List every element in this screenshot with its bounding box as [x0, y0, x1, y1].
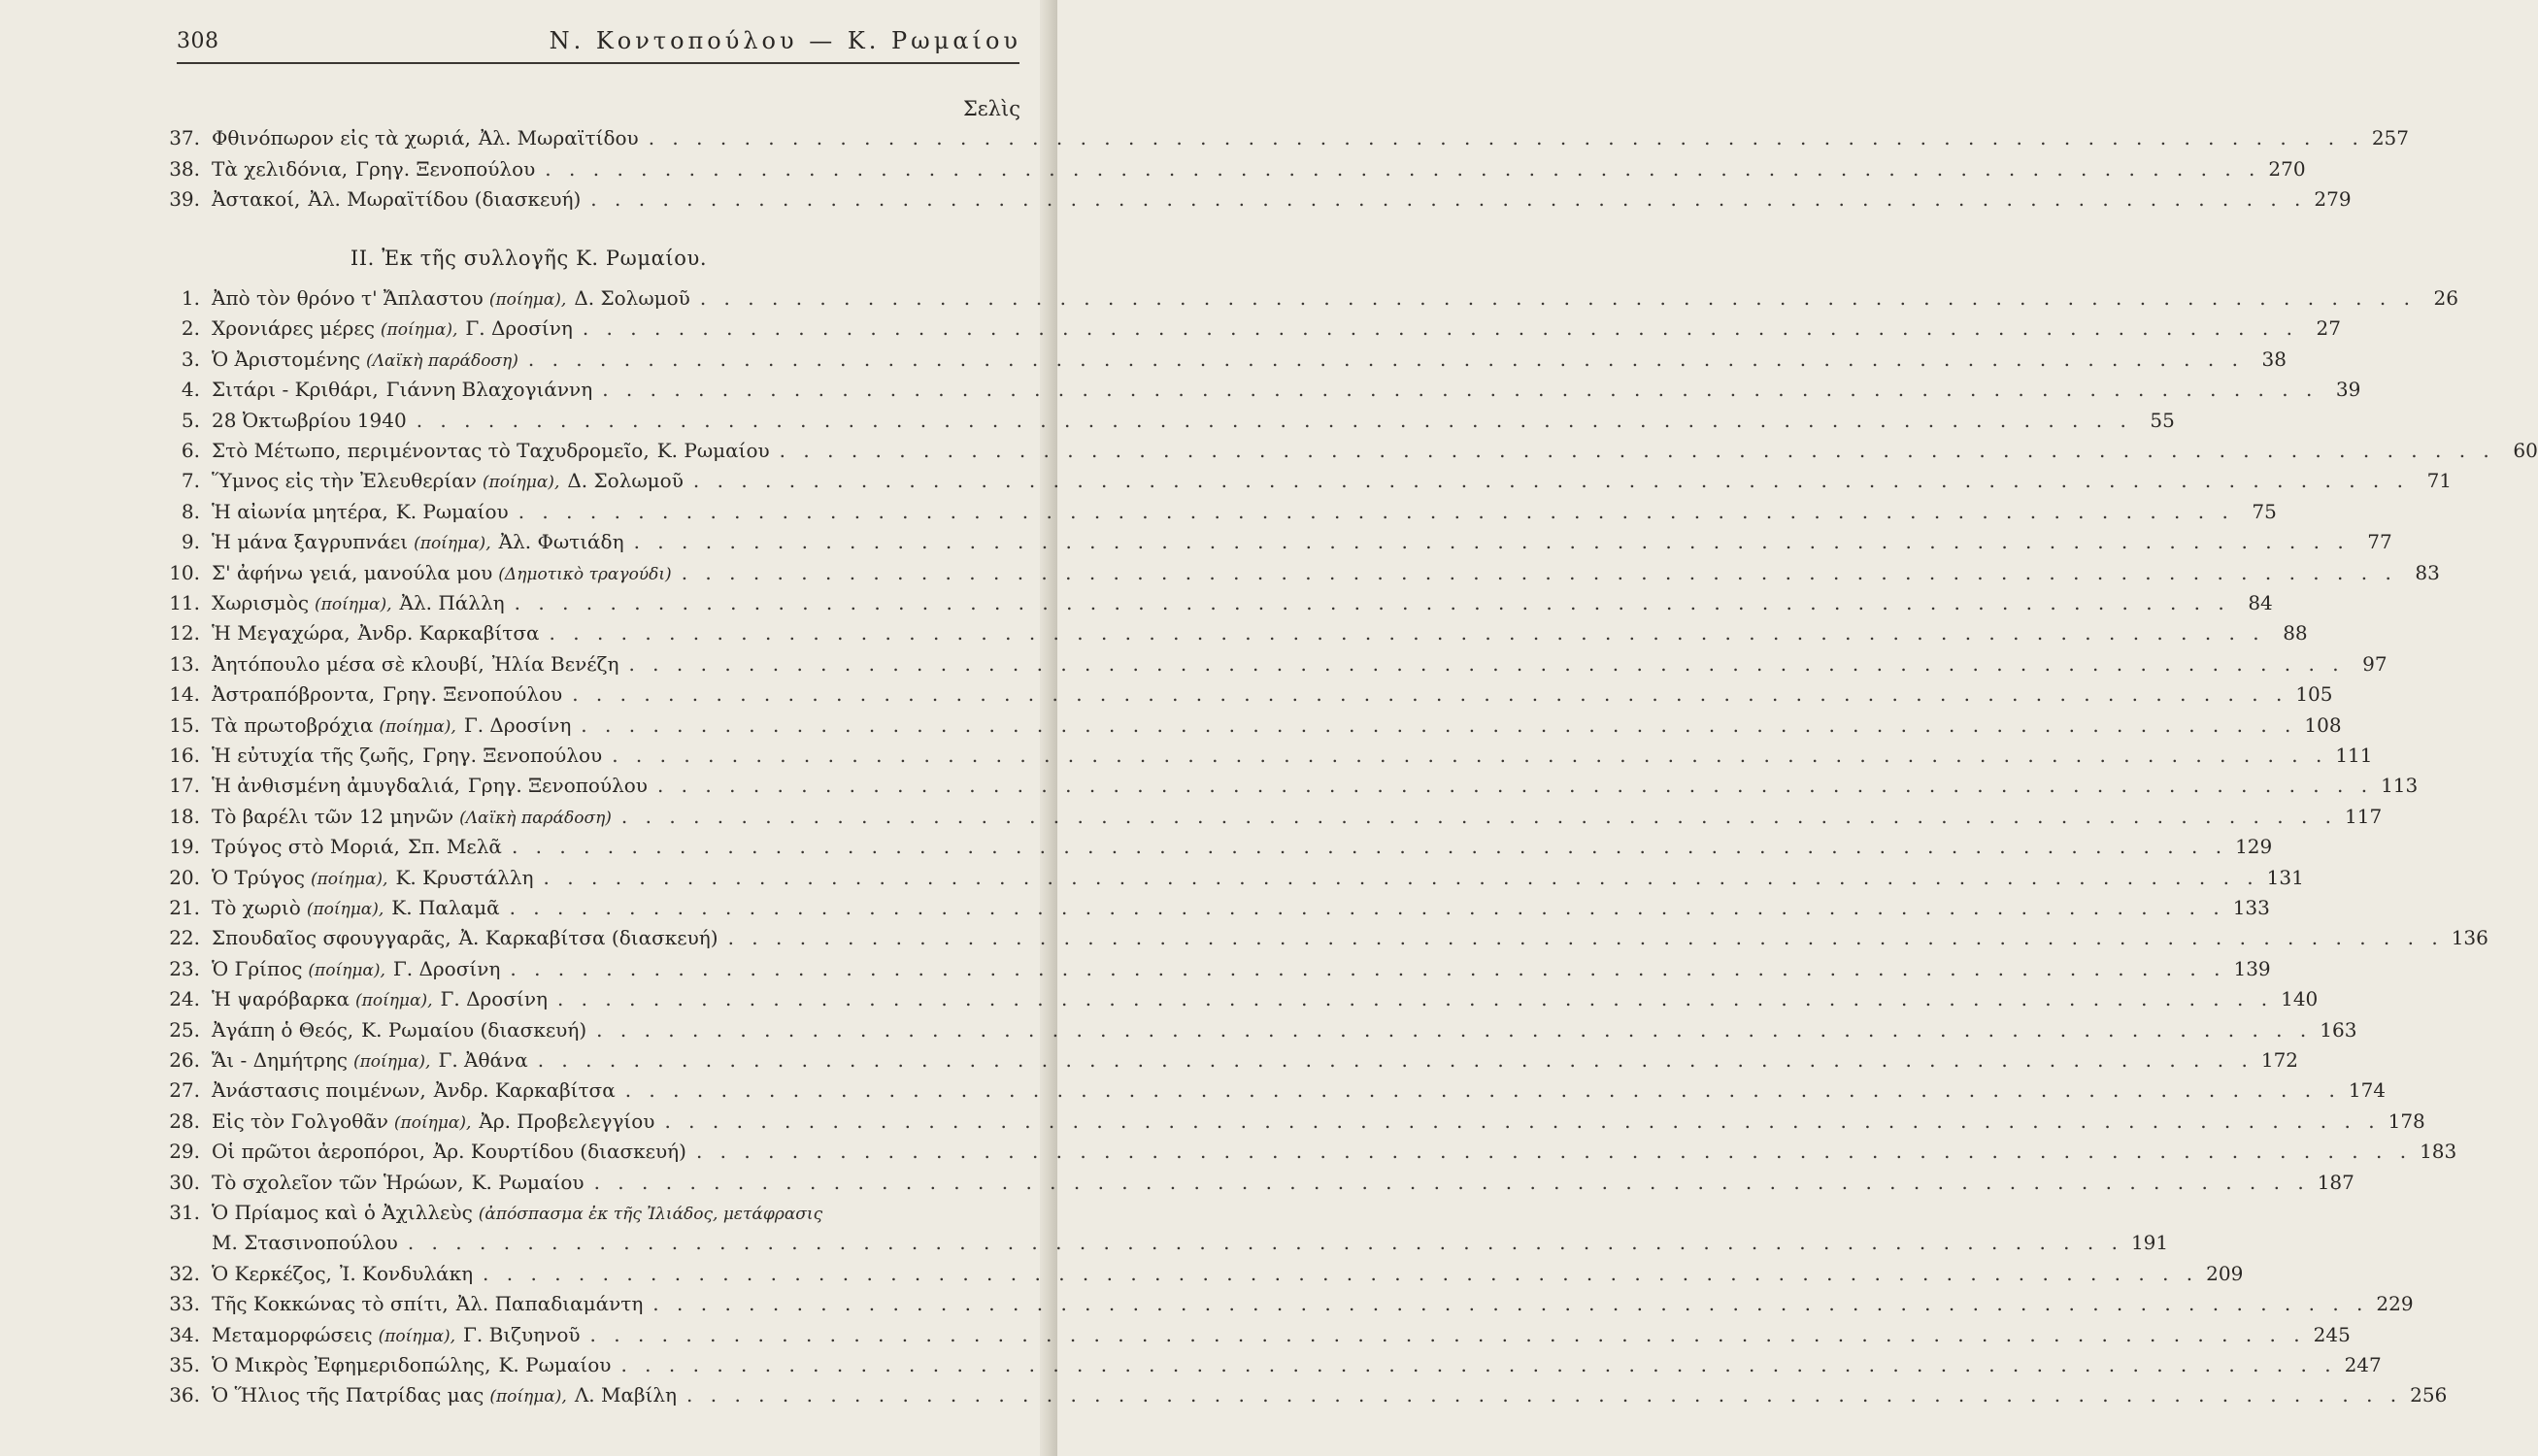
entry-note: (Δημοτικὸ τραγούδι): [498, 564, 672, 584]
entry-number: 39.: [169, 187, 200, 211]
entry-text: [212, 184, 2352, 214]
entry-text: [212, 1320, 2351, 1351]
entry-number: 24.: [169, 987, 200, 1011]
entry-title: Ὁ Ἀριστομένης: [212, 347, 361, 371]
entry-note: (ποίημα),: [482, 473, 560, 493]
running-title: Ν. Κοντοπούλου — Κ. Ρωμαίου: [549, 27, 1021, 54]
entry-number: 33.: [169, 1292, 200, 1316]
dot-leader: . . . . . . . . . . . . . . . . . . . . . . . . . . . . . . . . . . . . . . . . . . . . . . . . . . . . . . . . . . . . . . . . . . . . . . . .: [695, 1140, 2413, 1164]
entry-title: Ἀπὸ τὸν θρόνο τ' Ἄπλαστου: [212, 286, 484, 310]
dot-leader: . . . . . . . . . . . . . . . . . . . . . . . . . . . . . . . . . . . . . . . . . . . . . . . . . . . . . . . . . . . . . . . . . . . . . . . .: [511, 835, 2228, 859]
entry-page-number: 117: [2345, 804, 2383, 828]
dot-leader: . . . . . . . . . . . . . . . . . . . . . . . . . . . . . . . . . . . . . . . . . . . . . . . . . . . . . . . . . . . . . . . . . . . . . . . .: [648, 126, 2364, 149]
toc-entry: [167, 1259, 2244, 1288]
entry-text: [212, 345, 2287, 376]
entry-text: [212, 588, 2273, 619]
entry-page-number: 163: [2320, 1017, 2357, 1042]
entry-author: Γ. Βιζυηνοῦ: [463, 1322, 581, 1346]
entry-page-number: 178: [2388, 1109, 2425, 1133]
entry-note: (ποίημα),: [380, 320, 458, 341]
toc-entry: [167, 893, 2270, 922]
toc-entry: [167, 802, 2383, 831]
entry-title: Τῆς Κοκκώνας τὸ σπίτι,: [212, 1292, 449, 1316]
toc-entry: [167, 123, 2410, 152]
entry-note: (ποίημα),: [379, 716, 456, 737]
dot-leader: . . . . . . . . . . . . . . . . . . . . . . . . . . . . . . . . . . . . . . . . . . . . . . . . . . . . . . . . . . . . . . . . . . . . . . . .: [664, 1109, 2381, 1133]
dot-leader: . . . . . . . . . . . . . . . . . . . . . . . . . . . . . . . . . . . . . . . . . . . . . . . . . . . . . . . . . . . . . . . . . . . . . . . .: [537, 1048, 2254, 1072]
toc-entry: [167, 1045, 2299, 1075]
toc-entry: [167, 923, 2488, 952]
entry-text: [212, 649, 2388, 678]
entry-number: 10.: [169, 560, 200, 584]
entry-note: (ποίημα),: [488, 290, 567, 310]
entry-text: [212, 314, 2341, 345]
entry-number: 31.: [169, 1201, 200, 1224]
entry-text: [212, 771, 2419, 800]
entry-note: (ποίημα),: [378, 1326, 456, 1346]
toc-entry: [167, 1320, 2351, 1349]
entry-page-number: 191: [2130, 1231, 2169, 1255]
entry-number: 19.: [169, 835, 200, 859]
entry-text: [212, 558, 2440, 589]
dot-leader: . . . . . . . . . . . . . . . . . . . . . . . . . . . . . . . . . . . . . . . . . . . . . . . . . . . . . . . . . . . . . . . . . . . . . . . .: [612, 744, 2328, 767]
entry-author: Κ. Ρωμαίου: [471, 1170, 584, 1194]
entry-author: Ἀ. Καρκαβίτσα (διασκευή): [458, 926, 718, 950]
entry-page-number: 133: [2232, 896, 2270, 919]
entry-page-number: 209: [2206, 1261, 2244, 1285]
entry-page-number: 77: [2367, 530, 2392, 554]
entry-number: 20.: [169, 865, 200, 889]
dot-leader: . . . . . . . . . . . . . . . . . . . . . . . . . . . . . . . . . . . . . . . . . . . . . . . . . . . . . . . . . . . . . . . . . . . . . . . .: [509, 896, 2225, 919]
entry-author: Γ. Ἀθάνα: [438, 1048, 528, 1072]
toc-entry: [167, 954, 2271, 983]
entry-page-number: 55: [2150, 408, 2175, 432]
entry-page-number: 270: [2268, 156, 2306, 181]
entry-text: [212, 679, 2333, 709]
entry-number: 15.: [169, 712, 200, 737]
entry-author: Γ. Δροσίνη: [440, 987, 548, 1011]
dot-leader: . . . . . . . . . . . . . . . . . . . . . . . . . . . . . . . . . . . . . . . . . . . . . . . . . . . . . . . . . . . . . . . . . . . . . . . .: [620, 1353, 2337, 1376]
entry-text: [212, 283, 2458, 314]
entry-title: Τὸ σχολεῖον τῶν Ἡρώων,: [212, 1170, 464, 1194]
entry-page-number: 247: [2344, 1353, 2382, 1376]
entry-number: 17.: [169, 774, 200, 798]
toc-entry: [167, 527, 2392, 556]
toc-entry: [167, 466, 2453, 495]
toc-entry: [167, 618, 2308, 647]
dot-leader: . . . . . . . . . . . . . . . . . . . . . . . . . . . . . . . . . . . . . . . . . . . . . . . . . . . . . . . . . . . . . . . . . . . . . . . .: [652, 1292, 2369, 1316]
entry-page-number: 183: [2420, 1140, 2457, 1164]
dot-leader: . . . . . . . . . . . . . . . . . . . . . . . . . . . . . . . . . . . . . . . . . . . . . . . . . . . . . . . . . . . . . . . . . . . . . . . .: [589, 1322, 2306, 1346]
page-header: [177, 25, 1021, 64]
dot-leader: . . . . . . . . . . . . . . . . . . . . . . . . . . . . . . . . . . . . . . . . . . . . . . . . . . . . . . . . . . . . . . . . . . . . . . . .: [549, 621, 2265, 645]
entry-title: Ἡ Μεγαχώρα,: [212, 621, 351, 645]
dot-leader: . . . . . . . . . . . . . . . . . . . . . . . . . . . . . . . . . . . . . . . . . . . . . . . . . . . . . . . . . . . . . . . . . . . . . . . .: [620, 804, 2338, 828]
entry-author: Δ. Σολωμοῦ: [567, 469, 684, 493]
entry-page-number: 131: [2266, 865, 2304, 889]
entry-number: 3.: [181, 347, 200, 371]
entry-title: Ὁ Ἥλιος τῆς Πατρίδας μας: [212, 1383, 484, 1407]
entry-title: Χρονιάρες μέρες: [212, 316, 375, 341]
entry-title: Ἀνάστασις ποιμένων,: [212, 1078, 426, 1103]
toc-entry: [167, 741, 2373, 770]
entry-number: 12.: [169, 621, 200, 645]
header-rule: [177, 62, 1019, 64]
entry-title: Ἡ εὐτυχία τῆς ζωῆς,: [212, 744, 416, 767]
entry-page-number: 84: [2248, 591, 2273, 614]
toc-entry: [167, 1168, 2354, 1197]
entry-page-number: 129: [2235, 835, 2273, 859]
dot-leader: . . . . . . . . . . . . . . . . . . . . . . . . . . . . . . . . . . . . . . . . . . . . . . . . . . . . . . . . . . . . . . . . . . . . . . . .: [582, 316, 2298, 341]
toc-entry: [167, 406, 2175, 435]
entry-text: [212, 497, 2277, 526]
entry-page-number: 172: [2260, 1048, 2299, 1072]
entry-title: Ὁ Πρίαμος καὶ ὁ Ἀχιλλεὺς: [212, 1201, 473, 1224]
entry-number: 8.: [181, 499, 200, 523]
toc-entry: [167, 154, 2306, 183]
toc-entry: [167, 283, 2458, 313]
toc-entry: [167, 588, 2273, 617]
entry-text: [212, 832, 2273, 861]
entry-number: 35.: [169, 1353, 200, 1376]
entry-note: (ἀπόσπασμα ἐκ τῆς Ἰλιάδος, μετάφρασις: [478, 1205, 823, 1224]
entry-text: [212, 466, 2453, 497]
entry-number: 13.: [169, 651, 200, 676]
entry-page-number: 88: [2283, 621, 2308, 645]
entry-title: Τὰ χελιδόνια,: [212, 156, 349, 181]
toc-entry: [167, 345, 2287, 374]
entry-title: Ἅι - Δημήτρης: [212, 1048, 348, 1072]
entry-text: [212, 711, 2342, 742]
entry-page-number: 39: [2335, 378, 2361, 402]
dot-leader: . . . . . . . . . . . . . . . . . . . . . . . . . . . . . . . . . . . . . . . . . . . . . . . . . . . . . . . . . . . . . . . . . . . . . . . .: [581, 712, 2297, 737]
dot-leader: . . . . . . . . . . . . . . . . . . . . . . . . . . . . . . . . . . . . . . . . . . . . . . . . . . . . . . . . . . . . . . . . . . . . . . . .: [686, 1383, 2403, 1407]
entry-text: [212, 1075, 2387, 1105]
entry-author: Ἀνδρ. Καρκαβίτσα: [357, 621, 540, 645]
entry-number: 6.: [181, 439, 200, 462]
entry-title: Ἡ αἰωνία μητέρα,: [212, 499, 388, 523]
entry-title: Ἀητόπουλο μέσα σὲ κλουβί,: [212, 651, 484, 676]
entry-page-number: 111: [2335, 744, 2373, 767]
entry-note: (ποίημα),: [315, 595, 392, 614]
entry-text: [212, 436, 2538, 465]
toc-entry: [167, 1015, 2357, 1044]
entry-number: 37.: [169, 126, 200, 149]
entry-text: [212, 1107, 2425, 1138]
entry-number: 5.: [181, 408, 200, 432]
dot-leader: . . . . . . . . . . . . . . . . . . . . . . . . . . . . . . . . . . . . . . . . . . . . . . . . . . . . . . . . . . . . . . . . . . . . . . . .: [407, 1231, 2123, 1255]
entry-number: 26.: [169, 1048, 200, 1072]
entry-title: Ὁ Μικρὸς Ἐφημεριδοπώλης,: [212, 1353, 491, 1376]
entry-author: Σπ. Μελᾶ: [407, 835, 502, 859]
entry-title: Τὸ χωριὸ: [212, 896, 301, 919]
entry-text: [212, 1350, 2382, 1379]
entry-author: Λ. Μαβίλη: [574, 1383, 678, 1407]
entry-number: 23.: [169, 956, 200, 980]
entry-title: Μ. Στασινοπούλου: [212, 1231, 398, 1255]
entry-text: [212, 954, 2271, 985]
entry-note: (ποίημα),: [353, 1052, 431, 1072]
entry-number: 27.: [169, 1078, 200, 1103]
entry-page-number: 105: [2295, 682, 2333, 707]
entry-number: 32.: [169, 1261, 200, 1285]
entry-note: (ποίημα),: [308, 960, 385, 980]
toc-entry: [167, 1228, 2169, 1257]
dot-leader: . . . . . . . . . . . . . . . . . . . . . . . . . . . . . . . . . . . . . . . . . . . . . . . . . . . . . . . . . . . . . . . . . . . . . . . .: [602, 378, 2319, 402]
entry-author: Ἀνδρ. Καρκαβίτσα: [433, 1078, 616, 1103]
entry-title: Μεταμορφώσεις: [212, 1322, 373, 1346]
entry-title: Χωρισμὸς: [212, 591, 310, 614]
entry-number: 22.: [169, 926, 200, 950]
entry-text: [212, 802, 2383, 833]
entry-text: [212, 1380, 2448, 1411]
entry-author: Ἀλ. Φωτιάδη: [498, 530, 624, 554]
entry-text: [212, 527, 2392, 558]
toc-entry: [167, 558, 2440, 587]
entry-page-number: 187: [2317, 1170, 2354, 1194]
entry-author: Κ. Ρωμαίου: [395, 499, 509, 523]
toc-entry: [167, 1350, 2382, 1379]
toc-entry: [167, 649, 2388, 678]
entry-page-number: 27: [2316, 316, 2341, 341]
entry-page-number: 140: [2281, 987, 2319, 1011]
dot-leader: . . . . . . . . . . . . . . . . . . . . . . . . . . . . . . . . . . . . . . . . . . . . . . . . . . . . . . . . . . . . . . . . . . . . . . . .: [527, 347, 2244, 371]
entry-text: [212, 863, 2304, 894]
entry-title: Στὸ Μέτωπο, περιμένοντας τὸ Ταχυδρομεῖο,: [212, 439, 650, 462]
dot-leader: . . . . . . . . . . . . . . . . . . . . . . . . . . . . . . . . . . . . . . . . . . . . . . . . . . . . . . . . . . . . . . . . . . . . . . . .: [590, 187, 2307, 211]
entry-note: (ποίημα),: [355, 991, 433, 1011]
page-number: 308: [177, 29, 219, 53]
dot-leader: . . . . . . . . . . . . . . . . . . . . . . . . . . . . . . . . . . . . . . . . . . . . . . . . . . . . . . . . . . . . . . . . . . . . . . . .: [633, 530, 2350, 554]
entry-note: (ποίημα),: [489, 1387, 567, 1407]
entry-page-number: 279: [2314, 187, 2352, 211]
toc-entry: [167, 497, 2277, 526]
dot-leader: . . . . . . . . . . . . . . . . . . . . . . . . . . . . . . . . . . . . . . . . . . . . . . . . . . . . . . . . . . . . . . . . . . . . . . . .: [779, 439, 2495, 462]
dot-leader: . . . . . . . . . . . . . . . . . . . . . . . . . . . . . . . . . . . . . . . . . . . . . . . . . . . . . . . . . . . . . . . . . . . . . . . .: [692, 469, 2410, 493]
entry-author: Ἠλία Βενέζη: [491, 651, 619, 676]
entry-author: Γρηγ. Ξενοπούλου: [355, 156, 536, 181]
entry-title: Ὁ Γρίπος: [212, 956, 303, 980]
entry-title: Ὕμνος εἰς τὴν Ἐλευθερίαν: [212, 469, 477, 493]
entry-author: Ἀλ. Μωραϊτίδου (διασκευή): [308, 187, 582, 211]
entry-text: [212, 893, 2270, 924]
dot-leader: . . . . . . . . . . . . . . . . . . . . . . . . . . . . . . . . . . . . . . . . . . . . . . . . . . . . . . . . . . . . . . . . . . . . . . . .: [483, 1261, 2199, 1285]
dot-leader: . . . . . . . . . . . . . . . . . . . . . . . . . . . . . . . . . . . . . . . . . . . . . . . . . . . . . . . . . . . . . . . . . . . . . . . .: [545, 156, 2261, 181]
entry-text: [212, 1289, 2414, 1318]
entry-number: 36.: [169, 1383, 200, 1407]
entry-text: [212, 741, 2373, 770]
entry-number: 25.: [169, 1017, 200, 1042]
entry-author: Κ. Παλαμᾶ: [391, 896, 500, 919]
entry-text: [212, 1137, 2457, 1166]
entry-author: Κ. Ρωμαίου (διασκευή): [361, 1017, 587, 1042]
entry-author: Γρηγ. Ξενοπούλου: [467, 774, 648, 798]
toc-entry: [167, 679, 2333, 709]
dot-leader: . . . . . . . . . . . . . . . . . . . . . . . . . . . . . . . . . . . . . . . . . . . . . . . . . . . . . . . . . . . . . . . . . . . . . . . .: [514, 591, 2230, 614]
page-column-header: Σελὶς: [962, 97, 1020, 120]
section-title: II. Ἐκ τῆς συλλογῆς Κ. Ρωμαίου.: [350, 247, 708, 270]
entry-note: (Λαϊκὴ παράδοση): [366, 350, 518, 371]
entry-author: Κ. Ρωμαίου: [498, 1353, 612, 1376]
entry-author: Γιάννη Βλαχογιάννη: [385, 378, 593, 402]
entry-author: Ἀρ. Κουρτίδου (διασκευή): [432, 1140, 686, 1164]
toc-entry: [167, 863, 2304, 892]
toc-entry: [167, 711, 2342, 740]
entry-title: Ἀγάπη ὁ Θεός,: [212, 1017, 354, 1042]
entry-number: 18.: [169, 804, 200, 828]
entry-page-number: 136: [2451, 926, 2488, 950]
dot-leader: . . . . . . . . . . . . . . . . . . . . . . . . . . . . . . . . . . . . . . . . . . . . . . . . . . . . . . . . . . . . . . . . . . . . . . . .: [572, 682, 2288, 707]
toc-entry: [167, 436, 2538, 465]
entry-number: 9.: [181, 530, 200, 554]
entry-title: Ἡ μάνα ξαγρυπνάει: [212, 530, 409, 554]
entry-page-number: 97: [2362, 651, 2388, 676]
entry-page-number: 229: [2376, 1292, 2414, 1316]
entry-title: Φθινόπωρον εἰς τὰ χωριά,: [212, 126, 471, 149]
entry-number: 21.: [169, 896, 200, 919]
entry-title: Ὁ Κερκέζος,: [212, 1261, 332, 1285]
entry-number: 7.: [181, 469, 200, 493]
entry-author: Γ. Δροσίνη: [463, 712, 572, 737]
entry-page-number: 75: [2252, 499, 2277, 523]
dot-leader: . . . . . . . . . . . . . . . . . . . . . . . . . . . . . . . . . . . . . . . . . . . . . . . . . . . . . . . . . . . . . . . . . . . . . . . .: [656, 774, 2374, 798]
entry-number: 16.: [169, 744, 200, 767]
entry-text: [212, 984, 2319, 1015]
entry-title: Ἡ ψαρόβαρκα: [212, 987, 351, 1011]
dot-leader: . . . . . . . . . . . . . . . . . . . . . . . . . . . . . . . . . . . . . . . . . . . . . . . . . . . . . . . . . . . . . . . . . . . . . . . .: [681, 560, 2397, 584]
entry-title: Σ' ἀφήνω γειά, μανούλα μου: [212, 560, 493, 584]
dot-leader: . . . . . . . . . . . . . . . . . . . . . . . . . . . . . . . . . . . . . . . . . . . . . . . . . . . . . . . . . . . . . . . . . . . . . . . .: [543, 865, 2259, 889]
entry-page-number: 26: [2433, 286, 2458, 310]
toc-entry: [167, 1289, 2414, 1318]
entry-note: (ποίημα),: [311, 869, 388, 889]
entry-page-number: 256: [2410, 1383, 2448, 1407]
entry-title: Ἡ ἀνθισμένη ἀμυγδαλιά,: [212, 774, 460, 798]
entry-author: Κ. Κρυστάλλη: [395, 865, 534, 889]
entry-title: Ἀστραπόβροντα,: [212, 682, 376, 707]
entry-note: (ποίημα),: [414, 534, 491, 554]
entry-page-number: 245: [2313, 1322, 2351, 1346]
entry-number: 28.: [169, 1109, 200, 1133]
entry-author: Γρηγ. Ξενοπούλου: [383, 682, 563, 707]
entry-number: 38.: [169, 156, 200, 181]
entry-author: Γρηγ. Ξενοπούλου: [422, 744, 603, 767]
entry-note: (ποίημα),: [306, 900, 384, 919]
entry-text: [212, 1228, 2169, 1257]
entry-author: Δ. Σολωμοῦ: [574, 286, 690, 310]
entry-number: 30.: [169, 1170, 200, 1194]
entry-text: [212, 618, 2308, 647]
toc-entry: [167, 184, 2352, 214]
entry-title: Ἀστακοί,: [212, 187, 301, 211]
entry-text: [212, 1198, 1021, 1229]
toc-entry: [167, 1075, 2387, 1105]
dot-leader: . . . . . . . . . . . . . . . . . . . . . . . . . . . . . . . . . . . . . . . . . . . . . . . . . . . . . . . . . . . . . . . . . . . . . . . .: [628, 651, 2345, 676]
entry-page-number: 108: [2304, 712, 2342, 737]
entry-page-number: 174: [2348, 1078, 2387, 1103]
toc-entry: [167, 984, 2319, 1013]
entry-author: Ἰ. Κονδυλάκη: [339, 1261, 474, 1285]
entry-text: [212, 1045, 2299, 1076]
entry-number: 1.: [181, 286, 200, 310]
entry-number: 4.: [181, 378, 200, 402]
entry-page-number: 38: [2261, 347, 2287, 371]
entry-author: Ἀλ. Πάλλη: [399, 591, 505, 614]
entry-number: 29.: [169, 1140, 200, 1164]
entry-number: 2.: [181, 316, 200, 341]
entry-text: [212, 154, 2306, 183]
entry-page-number: 60: [2513, 439, 2538, 462]
entry-title: Οἱ πρῶτοι ἀεροπόροι,: [212, 1140, 425, 1164]
dot-leader: . . . . . . . . . . . . . . . . . . . . . . . . . . . . . . . . . . . . . . . . . . . . . . . . . . . . . . . . . . . . . . . . . . . . . . . .: [416, 408, 2132, 432]
dot-leader: . . . . . . . . . . . . . . . . . . . . . . . . . . . . . . . . . . . . . . . . . . . . . . . . . . . . . . . . . . . . . . . . . . . . . . . .: [699, 286, 2416, 310]
entry-author: Ἀλ. Παπαδιαμάντη: [455, 1292, 644, 1316]
dot-leader: . . . . . . . . . . . . . . . . . . . . . . . . . . . . . . . . . . . . . . . . . . . . . . . . . . . . . . . . . . . . . . . . . . . . . . . .: [556, 987, 2274, 1011]
entry-title: Τὸ βαρέλι τῶν 12 μηνῶν: [212, 804, 454, 828]
entry-page-number: 139: [2233, 956, 2271, 980]
toc-entry: [167, 1137, 2457, 1166]
toc-entry: [167, 1107, 2425, 1136]
entry-text: [212, 123, 2410, 152]
dot-leader: . . . . . . . . . . . . . . . . . . . . . . . . . . . . . . . . . . . . . . . . . . . . . . . . . . . . . . . . . . . . . . . . . . . . . . . .: [593, 1170, 2310, 1194]
entry-text: [212, 406, 2175, 435]
entry-author: Γ. Δροσίνη: [392, 956, 501, 980]
entry-note: (Λαϊκὴ παράδοση): [459, 808, 612, 828]
toc-entry: [167, 832, 2273, 861]
toc-entry: [167, 1198, 1021, 1227]
dot-leader: . . . . . . . . . . . . . . . . . . . . . . . . . . . . . . . . . . . . . . . . . . . . . . . . . . . . . . . . . . . . . . . . . . . . . . . .: [596, 1017, 2313, 1042]
entry-title: Ὁ Τρύγος: [212, 865, 305, 889]
entry-title: Τρύγος στὸ Μοριά,: [212, 835, 400, 859]
entry-page-number: 71: [2426, 469, 2453, 493]
entry-author: Κ. Ρωμαίου: [656, 439, 770, 462]
entry-title: Τὰ πρωτοβρόχια: [212, 712, 374, 737]
toc-entry: [167, 314, 2341, 343]
entry-note: (ποίημα),: [393, 1112, 472, 1133]
entry-text: [212, 375, 2361, 404]
dot-leader: . . . . . . . . . . . . . . . . . . . . . . . . . . . . . . . . . . . . . . . . . . . . . . . . . . . . . . . . . . . . . . . . . . . . . . . .: [518, 499, 2234, 523]
entry-number: 34.: [169, 1322, 200, 1346]
toc-entry: [167, 1380, 2448, 1409]
toc-entry: [167, 375, 2361, 404]
entry-text: [212, 1015, 2357, 1044]
entry-author: Ἀρ. Προβελεγγίου: [479, 1109, 655, 1133]
entry-title: Σπουδαῖος σφουγγαρᾶς,: [212, 926, 451, 950]
entry-number: 11.: [169, 591, 200, 614]
entry-text: [212, 1168, 2354, 1197]
entry-number: 14.: [169, 682, 200, 707]
toc-entry: [167, 771, 2419, 800]
entry-author: Ἀλ. Μωραϊτίδου: [478, 126, 639, 149]
dot-leader: . . . . . . . . . . . . . . . . . . . . . . . . . . . . . . . . . . . . . . . . . . . . . . . . . . . . . . . . . . . . . . . . . . . . . . . .: [624, 1078, 2341, 1103]
entry-text: [212, 923, 2488, 952]
entry-title: Εἰς τὸν Γολγοθᾶν: [212, 1109, 388, 1133]
entry-page-number: 113: [2381, 774, 2419, 798]
entry-page-number: 257: [2371, 126, 2410, 149]
entry-author: Γ. Δροσίνη: [465, 316, 573, 341]
entry-text: [212, 1259, 2244, 1288]
dot-leader: . . . . . . . . . . . . . . . . . . . . . . . . . . . . . . . . . . . . . . . . . . . . . . . . . . . . . . . . . . . . . . . . . . . . . . . .: [510, 956, 2226, 980]
entry-title: Σιτάρι - Κριθάρι,: [212, 378, 379, 402]
entry-title: 28 Ὀκτωβρίου 1940: [212, 408, 407, 432]
entry-page-number: 83: [2415, 560, 2440, 584]
dot-leader: . . . . . . . . . . . . . . . . . . . . . . . . . . . . . . . . . . . . . . . . . . . . . . . . . . . . . . . . . . . . . . . . . . . . . . . .: [727, 926, 2444, 950]
